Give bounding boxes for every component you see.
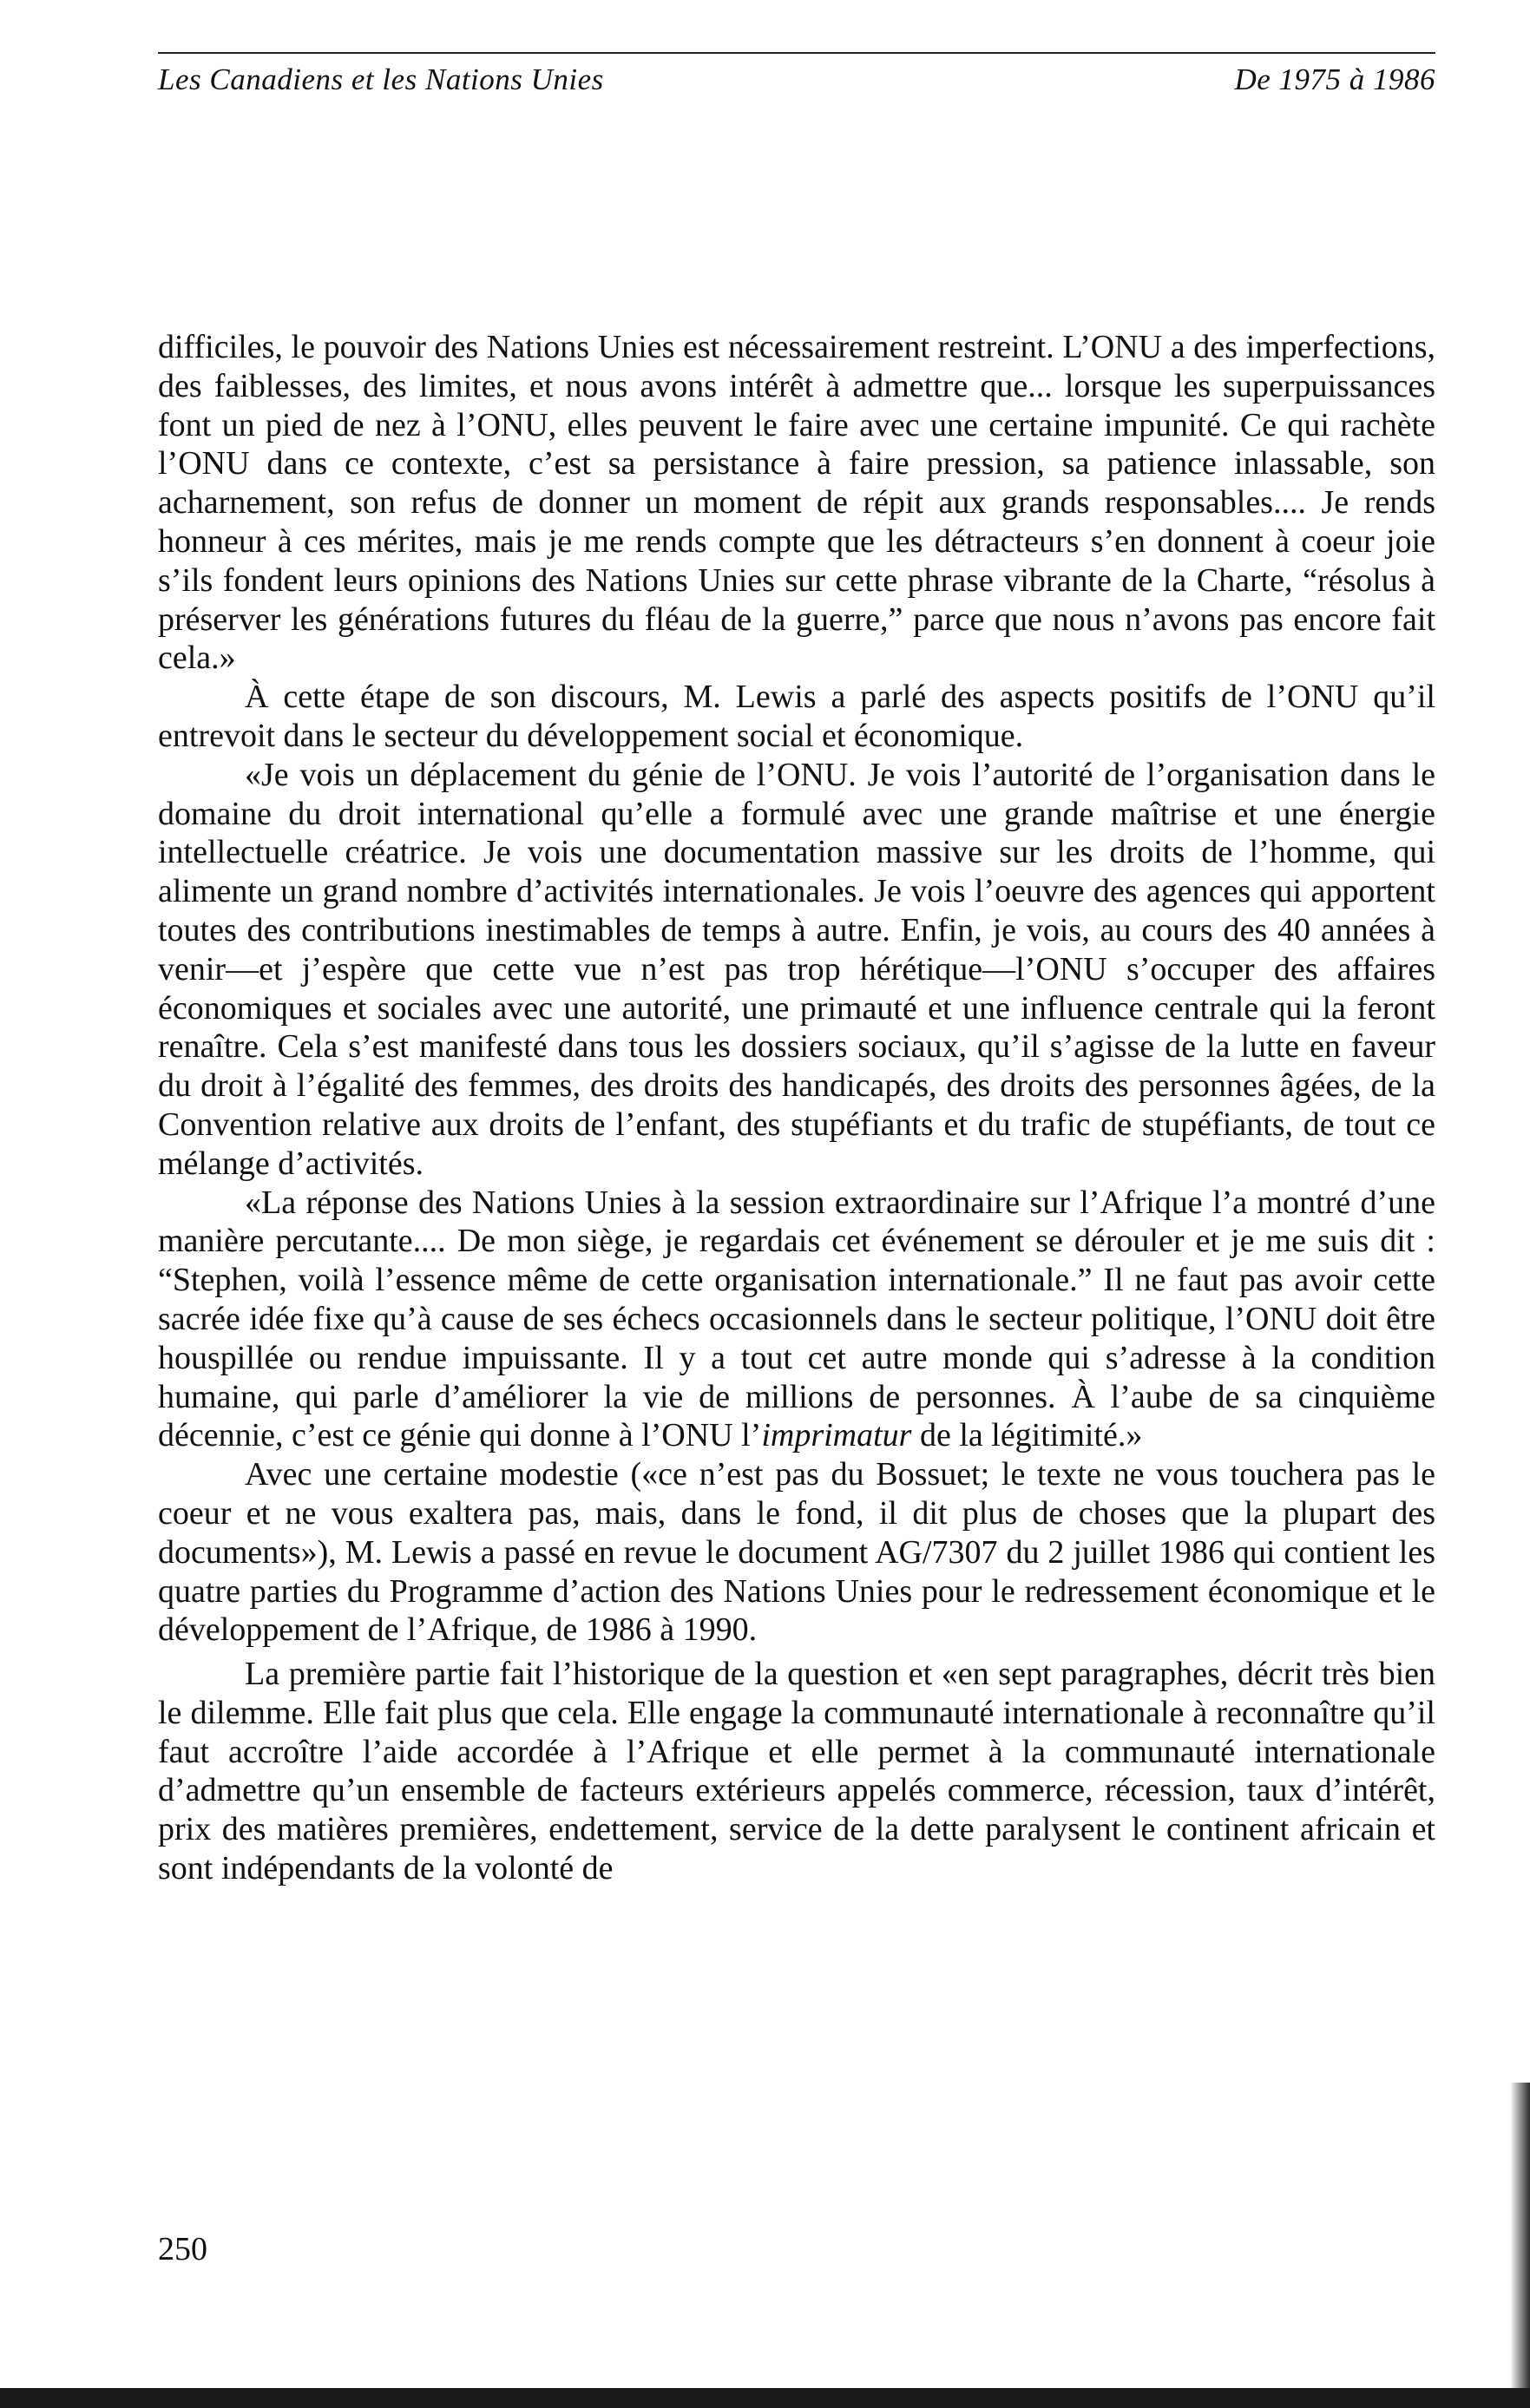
imprimatur-italic: imprimatur bbox=[761, 1417, 912, 1454]
paragraph-4 bbox=[158, 1184, 1435, 1456]
paragraph-3: «Je vois un déplacement du génie de l’ONU. Je vois l’autorité de l’organisation dans le domaine du droit international qu’elle a formulé avec une grande maîtrise et une énergie intellectuelle créatrice. Je vois une documentation massive sur les droits de l’homme, qui alimente un grand nombre d’activités internationales. Je vois l’oeuvre des agences qui apportent toutes des contributions inestimables de temps à autre. Enfin, je vois, au cours des 40 années à venir—et j’espère que cette vue n’est pas trop hérétique—l’ONU s’occuper des affaires économiques et sociales avec une autorité, une primauté et une influence centrale qui la feront renaître. Cela s’est manifesté dans tous les dossiers sociaux, qu’il s’agisse de la lutte en faveur du droit à l’égalité des femmes, des droits des handicapés, des droits des personnes âgées, de la Convention relative aux droits de l’enfant, des stupéfiants et du trafic de stupéfiants, de tout ce mélange d’activités. bbox=[158, 756, 1435, 1182]
header-book-title: Les Canadiens et les Nations Unies bbox=[158, 62, 604, 96]
paragraph-5: Avec une certaine modestie («ce n’est pas du Bossuet; le texte ne vous touchera pas le coeur et ne vous exaltera pas, mais, dans le fond, il dit plus de choses que la plupart des documents»), M. Lewis a passé en revue le document AG/7307 du 2 juillet 1986 qui contient les quatre parties du Programme d’action des Nations Unies pour le redressement économique et le développement de l’Afrique, de 1986 à 1990. bbox=[158, 1456, 1435, 1649]
page-edge-shadow bbox=[1510, 2083, 1530, 2408]
header-period: De 1975 à 1986 bbox=[1234, 62, 1435, 96]
paragraph-6: La première partie fait l’historique de la question et «en sept paragraphes, décrit très bien le dilemme. Elle fait plus que cela. Elle engage la communauté internationale à reconnaître qu’il faut accroître l’aide accordée à l’Afrique et elle permet à la communauté internationale d’admettre qu’un ensemble de facteurs extérieurs appelés commerce, récession, taux d’intérêt, prix des matières premières, endettement, service de la dette paralysent le continent africain et sont indépendants de la volonté de bbox=[158, 1656, 1435, 1887]
body-text bbox=[158, 328, 1435, 1888]
running-header bbox=[158, 52, 1435, 99]
paragraph-2: À cette étape de son discours, M. Lewis a parlé des aspects positifs de l’ONU qu’il entrevoit dans le secteur du développement social et économique. bbox=[158, 679, 1435, 754]
paragraph-4-text: «La réponse des Nations Unies à la session extraordinaire sur l’Afrique l’a montré d’une manière percutante.... De mon siège, je regardais cet événement se dérouler et je me suis dit : “Stephen, voilà l’essence même de cette organisation internationale.” Il ne faut pas avoir cette sacrée idée fixe qu’à cause de ses échecs occasionnels dans le secteur politique, l’ONU doit être houspillée ou rendue impuissante. Il y a tout cet autre monde qui s’adresse à la condition humaine, qui parle d’améliorer la vie de millions de personnes. À l’aube de sa cinquième décennie, c’est ce génie qui donne à l’ONU l’ bbox=[158, 1184, 1435, 1454]
scan-bottom-border bbox=[0, 2388, 1530, 2408]
paragraph-1: difficiles, le pouvoir des Nations Unies est nécessairement restreint. L’ONU a des imperfections, des faiblesses, des limites, et nous avons intérêt à admettre que... lorsque les superpuissances font un pied de nez à l’ONU, elles peuvent le faire avec une certaine impunité. Ce qui rachète l’ONU dans ce contexte, c’est sa persistance à faire pression, sa patience inlassable, son acharnement, son refus de donner un moment de répit aux grands responsables.... Je rends honneur à ces mérites, mais je me rends compte que les détracteurs s’en donnent à coeur joie s’ils fondent leurs opinions des Nations Unies sur cette phrase vibrante de la Charte, “résolus à préserver les générations futures du fléau de la guerre,” parce que nous n’avons pas encore fait cela.» bbox=[158, 329, 1435, 677]
paragraph-4-end: de la légitimité.» bbox=[911, 1417, 1143, 1454]
page-number: 250 bbox=[158, 2231, 207, 2267]
